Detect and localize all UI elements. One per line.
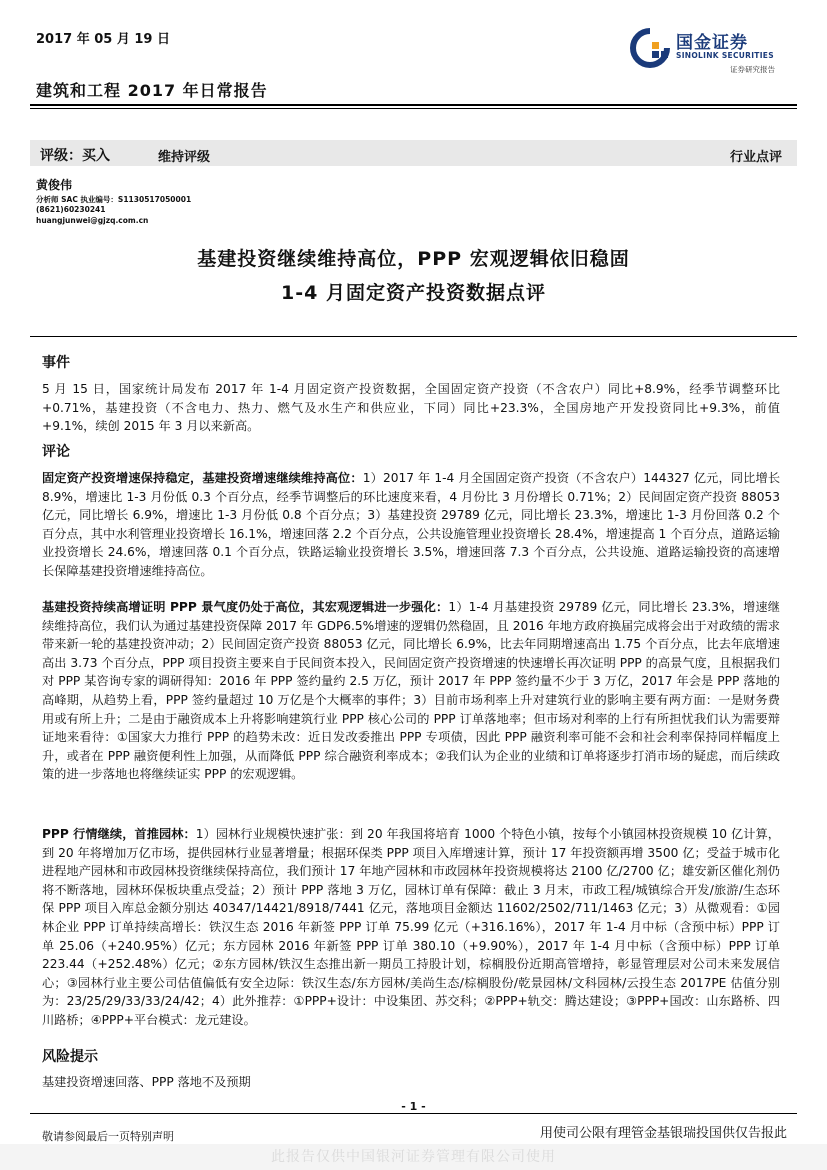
headline-line-1: 基建投资继续维持高位，PPP 宏观逻辑依旧稳固: [197, 248, 630, 270]
section-title-risk: 风险提示: [42, 1049, 98, 1065]
paragraph-3-lead: PPP 行情继续，首推园林：: [42, 827, 196, 841]
paragraph-3-text: 1）园林行业规模快速扩张：到 20 年我国将培育 1000 个特色小镇，按每个小镇园林投资规模 10 亿计算，到 20 年将增加万亿市场，提供园林行业显著增量；根据环保类 PPP 项目入库增速计算，预计 17 年投资额再增 3500 亿；受益于城市化进程地产园林和市政园林投资继续保持高位，我们预计 17 年地产园林和市政园林年投资规模将达 2100 亿/2700 亿；雄安新区催化剂仍将不断落地，园林环保板块重点受益；2）预计 PPP 落地 3 万亿，园林订单有保障：截止 3 月末，市政工程/城镇综合开发/旅游/生态环保 PPP 项目入库总金额分别达 40347/14421/8918/7441 亿元，落地项目金额达 11602/2502/711/1463 亿元；3）从微观看：①园林企业 PPP 订单持续高增长：铁汉生态 2016 年新签 PPP 订单 75.99 亿元（+316.16%），2017 年 1-4 月中标（含预中标）PPP 订单 25.06（+240.95%）亿元；东方园林 2016 年新签 PPP 订单 380.10（+9.90%），2017 年 1-4 月中标（含预中标）PPP 订单 223.44（+252.48%）亿元；②东方园林/铁汉生态推出新一期员工持股计划，棕榈股份近期高管增持，彰显管理层对公司未来发展信心；③园林行业主要公司估值偏低有安全边际：铁汉生态/东方园林/美尚生态/棕榈股份/乾景园林/文科园林/云投生态 2017PE 估值分别为：23/25/29/33/33/24/42；4）此外推荐：①PPP+设计：中设集团、苏交科；②PPP+轨交：腾达建设；③PPP+国改：山东路桥、四川路桥；④PPP+平台模式：龙元建设。: [42, 827, 780, 1027]
analyst-name: 黄俊伟: [36, 178, 73, 192]
logo-subtitle: 证券研究报告: [730, 65, 775, 74]
analyst-license: 分析师 SAC 执业编号：S1130517050001: [36, 195, 192, 204]
logo-chinese-name: 国金证券: [676, 33, 748, 53]
header-rule-thin: [30, 108, 797, 109]
analyst-phone: (8621)60230241: [36, 205, 106, 214]
section-title-comment: 评论: [42, 444, 70, 460]
sinolink-logo: [630, 26, 800, 76]
risk-paragraph: 基建投资增速回落、PPP 落地不及预期: [42, 1075, 251, 1089]
comment-paragraph-3: [42, 825, 780, 1030]
rating-status: 维持评级: [158, 150, 211, 165]
paragraph-1-lead: 固定资产投资增速保持稳定，基建投资增速继续维持高位：: [42, 471, 363, 485]
footer-disclaimer: 敬请参阅最后一页特别声明: [42, 1130, 174, 1143]
comment-paragraph-1: [42, 469, 780, 581]
rating-bar: [30, 140, 797, 166]
logo-english-name: SINOLINK SECURITIES: [676, 51, 774, 60]
header-rule-thick: [30, 104, 797, 106]
event-paragraph: 5 月 15 日，国家统计局发布 2017 年 1-4 月固定资产投资数据，全国固定资产投资（不含农户）同比+8.9%，经季节调整环比+0.71%，基建投资（不含电力、热力、燃气及水生产和供应业，下同）同比+23.3%，全国房地产开发投资同比+9.3%，前值+9.1%，续创 2015 年 3 月以来新高。: [42, 382, 780, 434]
rating-label: 评级：买入: [40, 148, 110, 164]
paragraph-2-text: 1）1-4 月基建投资 29789 亿元，同比增长 23.3%，增速继续维持高位，我们认为通过基建投资保障 2017 年 GDP6.5%增速的逻辑仍然稳固，且 2016 年地方政府换届完成将会出于对政绩的需求带来新一轮的基建投资冲动；2）民间固定资产投资 88053 亿元，同比增长 6.9%，比去年同期增速高出 1.75 个百分点，比去年底增速高出 3.73 个百分点，PPP 项目投资主要来自于民间资本投入，民间固定资产投资增速的快速增长再次证明 PPP 的高景气度，且根据我们对 PPP 某咨询专家的调研得知：2016 年 PPP 签约量约 2.5 万亿，预计 2017 年 PPP 签约量不少于 3 万亿，2017 年会是 PPP 落地的高峰期，从趋势上看，PPP 签约量超过 10 万亿是个大概率的事件；3）目前市场利率上升对建筑行业的影响主要有两方面：一是财务费用或有所上升；二是由于融资成本上升将影响建筑行业 PPP 核心公司的 PPP 订单落地率；但市场对利率的上行有所担忧我们认为需要辩证地来看待：①国家大力推行 PPP 的趋势未改：近日发改委推出 PPP 专项债，因此 PPP 融资利率可能不会和社会利率保持同样幅度上升，或者在 PPP 融资便利性上加强，从而降低 PPP 综合融资利率成本；②我们认为企业的业绩和订单将逐步打消市场的疑虑，而后续政策的进一步落地也将继续证实 PPP 的宏观逻辑。: [42, 600, 780, 782]
comment-paragraph-2: [42, 598, 780, 784]
paragraph-1-text: 1）2017 年 1-4 月全国固定资产投资（不含农户）144327 亿元，同比增长 8.9%，增速比 1-3 月份低 0.3 个百分点，经季节调整后的环比速度来看，4 月份比 3 月份增长 0.71%；2）民间固定资产投资 88053 亿元，同比增长 6.9%，增速比 1-3 月份低 0.8 个百分点；3）基建投资 29789 亿元，同比增长 23.3%，增速比 1-3 月份回落 0.2 个百分点，其中水利管理业投资增长 16.1%，增速回落 2.2 个百分点，公共设施管理业投资增长 28.4%，增速提高 1 个百分点，道路运输业投资增长 24.6%，增速回落 0.1 个百分点，铁路运输业投资增长 3.5%，增速回落 7.3 个百分点，公共设施、道路运输投资的高速增长保障基建投资增速维持高位。: [42, 471, 781, 578]
section-title-event: 事件: [42, 355, 70, 371]
watermark-text: 此报告仅供中国银河证券管理有限公司使用: [271, 1149, 556, 1165]
headline-rule: [30, 336, 797, 337]
report-series-title: 建筑和工程 2017 年日常报告: [36, 81, 268, 100]
report-date: 2017 年 05 月 19 日: [36, 32, 170, 47]
report-type: 行业点评: [729, 150, 782, 165]
analyst-email: huangjunwei@gjzq.com.cn: [36, 216, 149, 225]
paragraph-2-lead: 基建投资持续高增证明 PPP 景气度仍处于高位，其宏观逻辑进一步强化：: [42, 600, 449, 614]
headline-line-2: 1-4 月固定资产投资数据点评: [281, 282, 546, 304]
footer-right-text: 用使司公限有理管金基银瑞投国供仅告报此: [539, 1126, 787, 1141]
footer-rule: [30, 1113, 797, 1114]
sinolink-logo-icon: [630, 28, 670, 68]
page-number: - 1 -: [401, 1100, 426, 1113]
